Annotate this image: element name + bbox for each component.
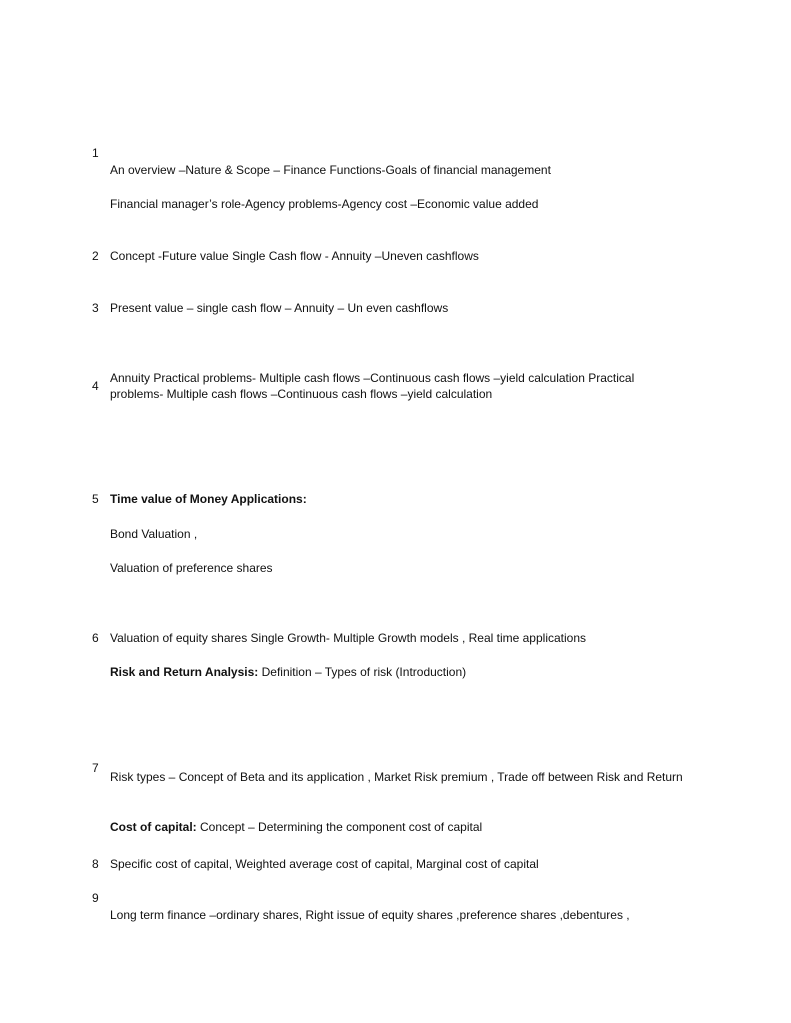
row-number-3: 3 [92,301,99,315]
row-1-line-2: Financial manager’s role-Agency problems-Agency cost –Economic value added [110,197,539,211]
row-number-6: 6 [92,631,99,645]
row-5-line-1: Bond Valuation , [110,527,198,541]
row-9-line-1: Long term finance –ordinary shares, Right issue of equity shares ,preference shares ,debentures , [110,908,630,922]
row-2-line-1: Concept -Future value Single Cash flow - Annuity –Uneven cashflows [110,249,479,263]
row-number-8: 8 [92,857,99,871]
row-6-subsection [110,664,466,680]
row-6-sub-text: Definition – Types of risk (Introduction) [258,665,467,679]
row-7-subsection [110,819,482,835]
row-4-line-1: Annuity Practical problems- Multiple cash flows –Continuous cash flows –yield calculation Practical problems- Multiple cash flows –Continuous cash flows –yield calculation [110,371,635,401]
row-number-7: 7 [92,761,99,775]
row-7-line-1: Risk types – Concept of Beta and its application , Market Risk premium , Trade off between Risk and Return [110,770,683,784]
row-1-line-1: An overview –Nature & Scope – Finance Functions-Goals of financial management [110,163,551,177]
row-3-line-1: Present value – single cash flow – Annuity – Un even cashflows [110,301,449,315]
row-8-line-1: Specific cost of capital, Weighted average cost of capital, Marginal cost of capital [110,857,539,871]
row-number-5: 5 [92,492,99,506]
row-6-sub-heading: Risk and Return Analysis: [110,665,259,679]
row-7-sub-text: Concept – Determining the component cost of capital [196,820,483,834]
row-7-sub-heading: Cost of capital: [110,820,197,834]
row-number-4: 4 [92,379,99,393]
row-number-9: 9 [92,891,99,905]
row-number-2: 2 [92,249,99,263]
row-6-line-1: Valuation of equity shares Single Growth- Multiple Growth models , Real time applications [110,631,587,645]
row-5-heading: Time value of Money Applications: [110,492,307,506]
row-5-line-2: Valuation of preference shares [110,561,273,575]
row-number-1: 1 [92,146,99,160]
